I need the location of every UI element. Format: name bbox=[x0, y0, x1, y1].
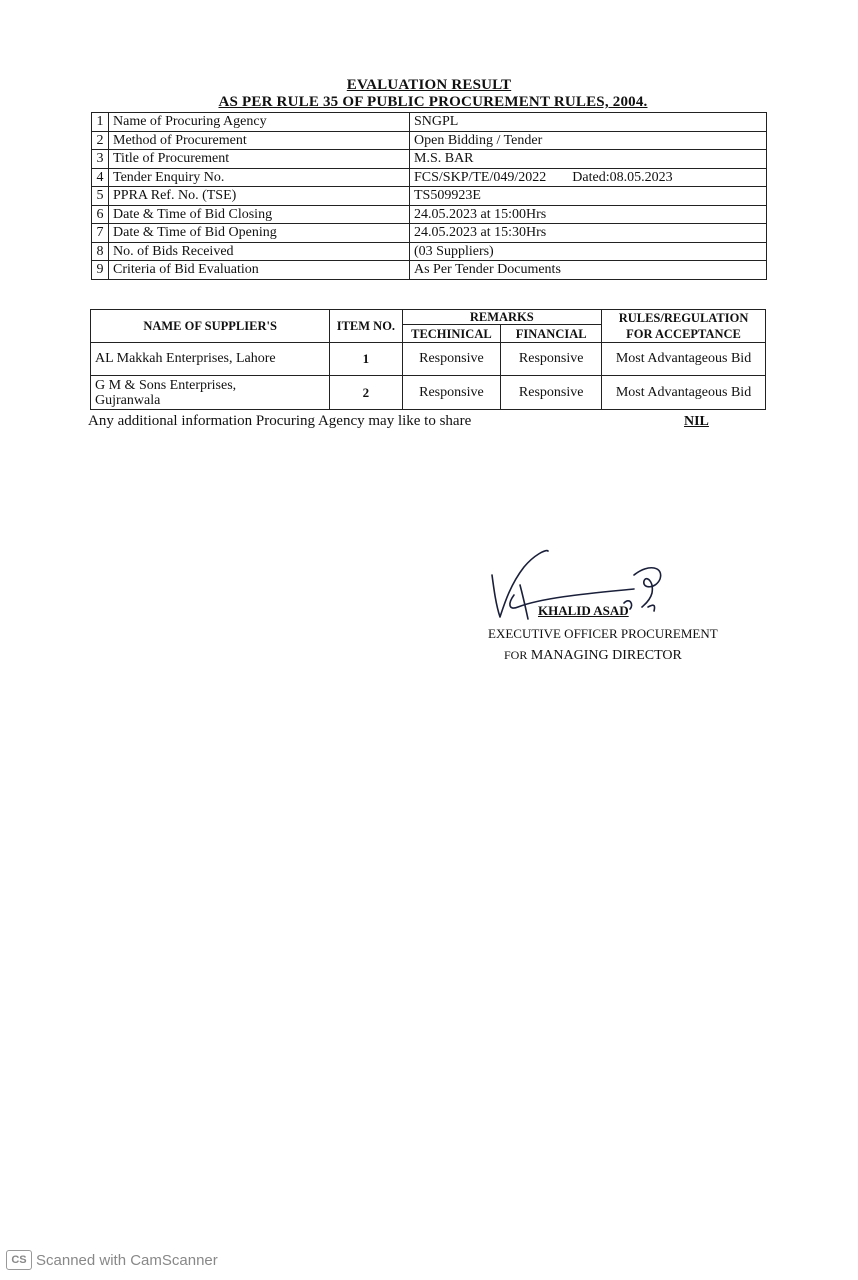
info-row-label: Tender Enquiry No. bbox=[109, 168, 410, 187]
signatory-name: KHALID ASAD bbox=[538, 603, 629, 618]
header-financial: FINANCIAL bbox=[501, 325, 602, 343]
scanner-watermark bbox=[6, 1250, 218, 1270]
header-rules-line1: RULES/REGULATION bbox=[618, 311, 749, 325]
info-row-label: PPRA Ref. No. (TSE) bbox=[109, 187, 410, 206]
document-subtitle: AS PER RULE 35 OF PUBLIC PROCUREMENT RULES, 2004. bbox=[218, 94, 648, 110]
info-row bbox=[92, 131, 767, 150]
info-row-value: (03 Suppliers) bbox=[410, 242, 767, 261]
info-row-label: Date & Time of Bid Opening bbox=[109, 224, 410, 243]
supplier-name bbox=[91, 376, 330, 410]
header-item-no: ITEM NO. bbox=[330, 310, 402, 343]
info-row-number: 2 bbox=[92, 131, 109, 150]
supplier-name: AL Makkah Enterprises, Lahore bbox=[91, 343, 330, 376]
info-row-label: Date & Time of Bid Closing bbox=[109, 205, 410, 224]
info-row-number: 4 bbox=[92, 168, 109, 187]
info-row bbox=[92, 224, 767, 243]
header-rules-line2: FOR ACCEPTANCE bbox=[626, 327, 741, 341]
supplier-name-line2: Gujranwala bbox=[95, 392, 161, 408]
additional-info-value: NIL bbox=[684, 414, 709, 429]
info-row-number: 9 bbox=[92, 261, 109, 280]
procurement-info-table bbox=[91, 112, 767, 280]
info-row-value: As Per Tender Documents bbox=[410, 261, 767, 280]
info-row-value: M.S. BAR bbox=[410, 150, 767, 169]
info-row-value: TS509923E bbox=[410, 187, 767, 206]
table-row bbox=[91, 343, 766, 376]
info-row-value: Open Bidding / Tender bbox=[410, 131, 767, 150]
info-row-number: 6 bbox=[92, 205, 109, 224]
info-row-label: Title of Procurement bbox=[109, 150, 410, 169]
info-row bbox=[92, 168, 767, 187]
eval-header-row bbox=[91, 310, 766, 325]
tender-enquiry-number: FCS/SKP/TE/049/2022 bbox=[414, 169, 547, 185]
info-row-number: 8 bbox=[92, 242, 109, 261]
info-row bbox=[92, 187, 767, 206]
info-row bbox=[92, 261, 767, 280]
header-supplier: NAME OF SUPPLIER'S bbox=[91, 310, 330, 343]
signatory-for-prefix: FOR bbox=[504, 648, 528, 662]
info-row-value: SNGPL bbox=[410, 113, 767, 132]
technical-status: Responsive bbox=[402, 376, 501, 410]
signatory-title: EXECUTIVE OFFICER PROCUREMENT bbox=[488, 626, 718, 641]
info-row-number: 7 bbox=[92, 224, 109, 243]
acceptance-rule: Most Advantageous Bid bbox=[602, 343, 766, 376]
info-row-label: Name of Procuring Agency bbox=[109, 113, 410, 132]
financial-status: Responsive bbox=[501, 376, 602, 410]
info-row-value: 24.05.2023 at 15:30Hrs bbox=[410, 224, 767, 243]
info-row-number: 1 bbox=[92, 113, 109, 132]
item-number: 1 bbox=[330, 343, 402, 376]
info-row-value: 24.05.2023 at 15:00Hrs bbox=[410, 205, 767, 224]
scanner-watermark-text: Scanned with CamScanner bbox=[36, 1251, 218, 1269]
info-row-label: No. of Bids Received bbox=[109, 242, 410, 261]
evaluation-table bbox=[90, 309, 766, 410]
info-row bbox=[92, 113, 767, 132]
header-rules bbox=[602, 310, 766, 343]
camscanner-logo-icon: CS bbox=[6, 1250, 32, 1270]
tender-dated: Dated:08.05.2023 bbox=[572, 169, 673, 185]
item-number: 2 bbox=[330, 376, 402, 410]
financial-status: Responsive bbox=[501, 343, 602, 376]
info-row-label: Method of Procurement bbox=[109, 131, 410, 150]
header-remarks: REMARKS bbox=[402, 310, 602, 325]
table-row bbox=[91, 376, 766, 410]
info-row-label: Criteria of Bid Evaluation bbox=[109, 261, 410, 280]
header-technical: TECHINICAL bbox=[402, 325, 501, 343]
info-row-number: 3 bbox=[92, 150, 109, 169]
info-row bbox=[92, 150, 767, 169]
signatory-for-line bbox=[504, 648, 682, 664]
info-row-value bbox=[410, 168, 767, 187]
info-row-number: 5 bbox=[92, 187, 109, 206]
info-row bbox=[92, 242, 767, 261]
document-title: EVALUATION RESULT bbox=[346, 77, 512, 93]
technical-status: Responsive bbox=[402, 343, 501, 376]
additional-info-label: Any additional information Procuring Agency may like to share bbox=[88, 413, 472, 429]
signatory-for-text: MANAGING DIRECTOR bbox=[530, 648, 682, 663]
info-row bbox=[92, 205, 767, 224]
acceptance-rule: Most Advantageous Bid bbox=[602, 376, 766, 410]
supplier-name-line1: G M & Sons Enterprises, bbox=[95, 377, 237, 393]
